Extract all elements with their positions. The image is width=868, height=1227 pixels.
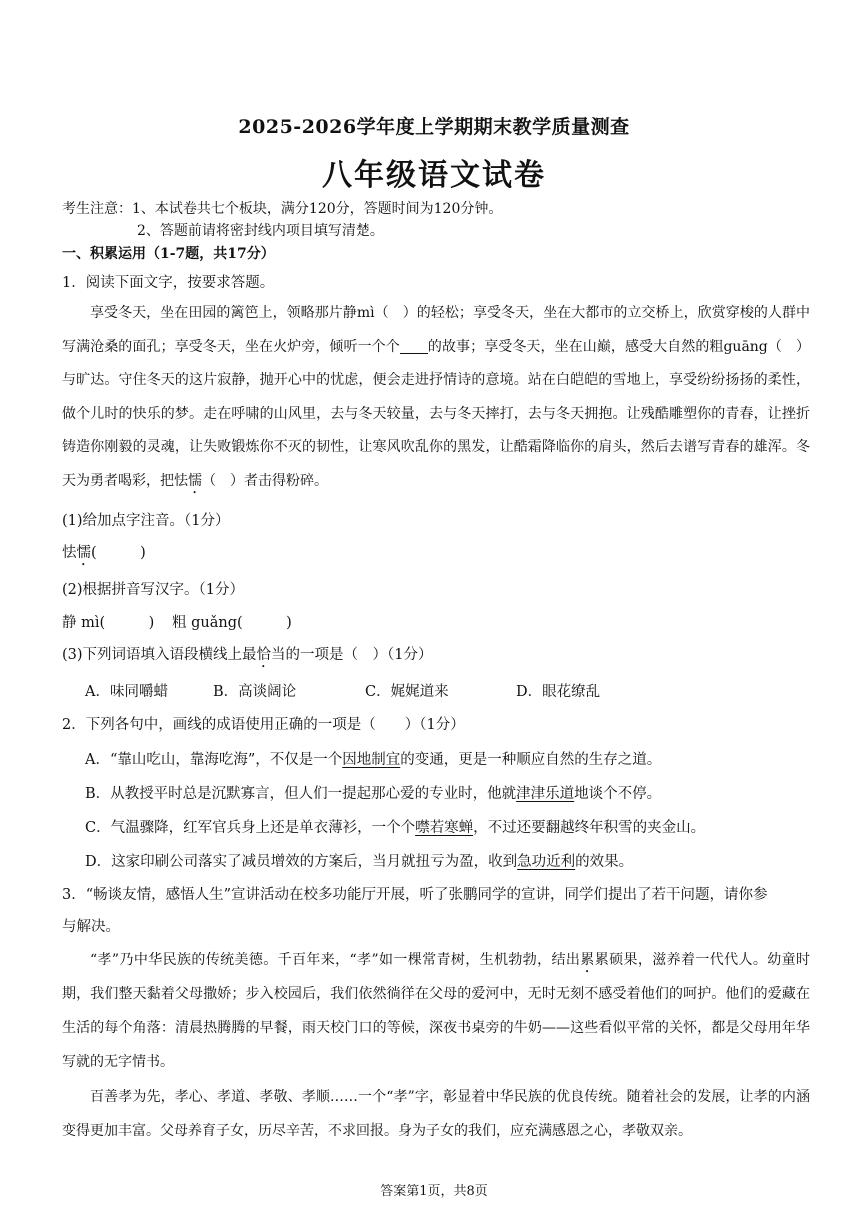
question-1-stem: 1．阅读下面文字，按要求答题。 [62, 275, 275, 291]
passage-text: “孝”乃中华民族的传统美德。千百年来，“孝”如一棵常青树，生机勃勃，结出 [90, 952, 581, 968]
question-2-option-d [85, 850, 633, 871]
question-3-passage-1 [62, 943, 810, 1079]
label-part: 当的一项是（ ）（1分） [271, 647, 433, 663]
option-text: ，不过还要翻越终年积雪的夹金山。 [473, 820, 706, 836]
passage-part-1: 享受冬天，坐在田园的篱笆上，领略那片静mì（ ）的轻松；享受冬天，坐在大都市的立交桥上，欣赏穿梭的人群中写满沧桑的面孔；享受冬天，坐在火炉旁，倾听一个个 [62, 305, 810, 355]
label-part: (3)下列词语填入语段横线上最 [62, 647, 257, 663]
option-text: A．“靠山吃山，靠海吃海”，不仅是一个 [85, 752, 343, 768]
answer-blank: ( ) [91, 545, 146, 561]
option-b: B．高谈阔论 [213, 684, 297, 700]
passage-part-2: 的故事；享受冬天，坐在山巅，感受大自然的粗guāng（ ）与旷达。守住冬天的这片寂静，抛开心中的忧虑，便会走进抒情诗的意境。站在白皑皑的雪地上，享受纷纷扬扬的柔性，做个儿时的快乐的梦。走在呼啸的山风里，去与冬天较量，去与冬天摔打，去与冬天拥抱。让残酷雕塑你的青春，让挫折铸造你刚毅的灵魂，让失败锻炼你不灭的韧性，让寒风吹乱你的黑发，让酷霜降临你的肩头，然后去谱写青春的雄浑。冬天为勇者喝彩，把怯 [62, 338, 810, 489]
word-char: 怯 [62, 545, 77, 561]
exam-subtitle: 八年级语文试卷 [322, 158, 546, 193]
option-text: 的变通，更是一种顺应自然的生存之道。 [400, 752, 662, 768]
question-3-stem-line-1: 3．“畅谈友情，感悟人生”宣讲活动在校多功能厅开展，听了张鹏同学的宣讲，同学们提出了若干问题，请你参 [62, 887, 768, 903]
sub-question-2-item-b: 粗 guǎng( ) [172, 615, 292, 631]
passage-part-3: （ ）者击得粉碎。 [202, 472, 328, 489]
exam-title: 2025-2026学年度上学期期末教学质量测查 [238, 116, 630, 138]
dotted-char: 恰 [256, 647, 272, 663]
option-d: D．眼花缭乱 [516, 684, 601, 700]
option-text: C．气温骤降，红军官兵身上还是单衣薄衫，一个个 [85, 820, 416, 836]
sub-question-1-label: (1)给加点字注音。（1分） [62, 513, 230, 529]
section-heading: 一、积累运用（1-7题，共17分） [62, 246, 275, 262]
underlined-idiom: 急功近利 [517, 854, 576, 870]
page-footer: 答案第1页，共8页 [380, 1184, 488, 1199]
dotted-char: 懦 [188, 472, 202, 489]
sub-question-3-label [62, 643, 433, 671]
notice-line-1: 考生注意：1、本试卷共七个板块，满分120分，答题时间为120分钟。 [62, 201, 503, 217]
sub-question-1-word [62, 541, 146, 569]
question-2-option-b [85, 782, 661, 803]
sub-question-2-item-a: 静 mì( ) [62, 615, 155, 631]
underlined-idiom: 因地制宜 [342, 752, 401, 768]
passage-text: 累硕果，滋养着一代代人。幼童时期，我们整天黏着父母撒娇；步入校园后，我们依然徜徉在父母的爱河中，无时无刻不感受着他们的呵护。他们的爱藏在生活的每个角落：清晨热腾腾的早餐，雨天校门口的等候，深夜书桌旁的牛奶——这些看似平常的关怀，都是父母用年华写就的无字情书。 [62, 952, 811, 1070]
dotted-char: 懦 [76, 545, 91, 561]
underlined-idiom: 津津乐道 [516, 786, 575, 802]
fill-blank [400, 339, 428, 354]
option-text: 的效果。 [575, 854, 634, 870]
question-2-option-c [85, 816, 705, 837]
underlined-idiom: 噤若寒蝉 [415, 820, 474, 836]
option-text: B．从教授平时总是沉默寡言，但人们一提起那心爱的专业时，他就 [85, 786, 517, 802]
option-text: 地谈个不停。 [574, 786, 662, 802]
question-2-stem: 2．下列各句中，画线的成语使用正确的一项是（ ）（1分） [62, 717, 465, 733]
question-1-passage [62, 297, 810, 498]
option-a: A．味同嚼蜡 [85, 684, 168, 700]
option-c: C．娓娓道来 [365, 684, 449, 700]
dotted-char: 累 [580, 952, 595, 968]
question-3-stem-line-2: 与解决。 [62, 919, 120, 935]
question-2-option-a [85, 748, 661, 769]
sub-question-2-label: (2)根据拼音写汉字。（1分） [62, 582, 245, 598]
notice-line-2: 2、答题前请将密封线内项目填写清楚。 [137, 223, 384, 239]
option-text: D．这家印刷公司落实了减员增效的方案后，当月就扭亏为盈，收到 [85, 854, 518, 870]
question-3-passage-2: 百善孝为先，孝心、孝道、孝敬、孝顺……一个“孝”字，彰显着中华民族的优良传统。随着社会的发展，让孝的内涵变得更加丰富。父母养育子女，历尽辛苦，不求回报。身为子女的我们，应充满感恩之心，孝敬双亲。 [62, 1089, 810, 1139]
